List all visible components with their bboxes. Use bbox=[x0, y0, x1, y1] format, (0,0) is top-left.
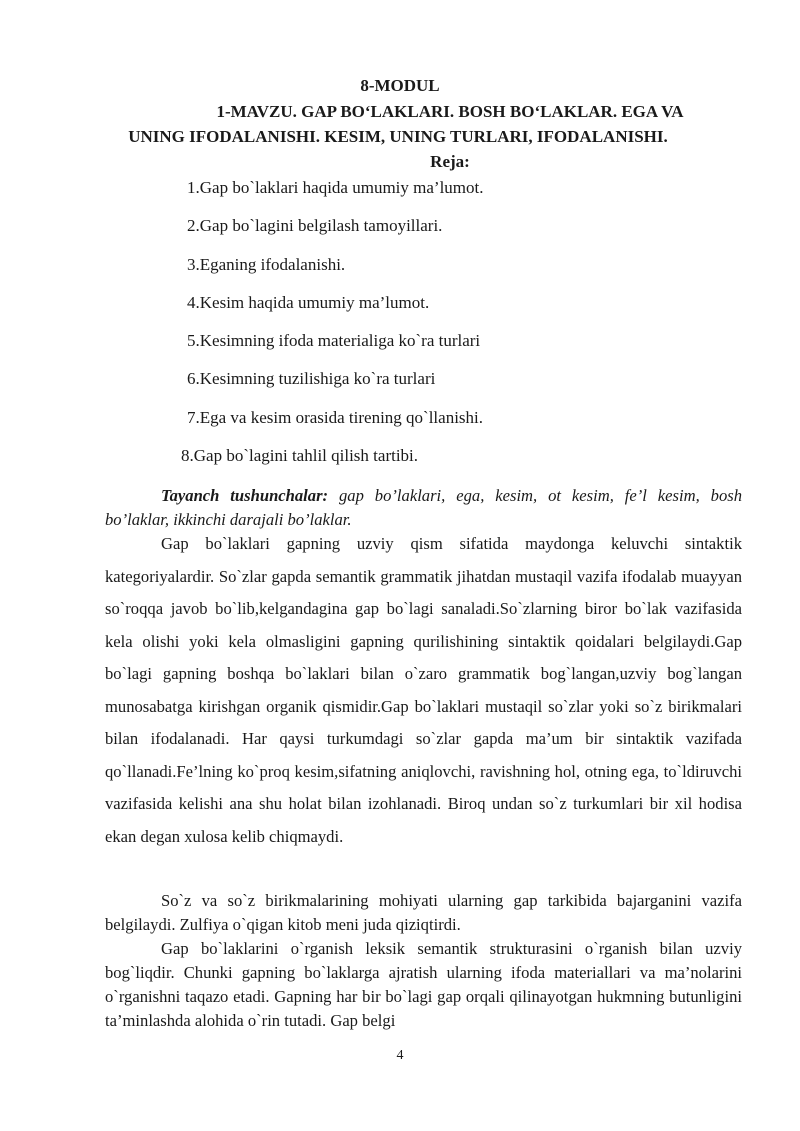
plan-item: 2.Gap bo`lagini belgilash tamoyillari. bbox=[187, 216, 443, 235]
plan-item: 7.Ega va kesim orasida tirening qo`llanishi. bbox=[187, 408, 484, 427]
plan-item: 4.Kesim haqida umumiy ma’lumot. bbox=[187, 293, 430, 312]
paragraph-text: Gap bo`laklari gapning uzviy qism sifatida maydonga keluvchi sintaktik kategoriyalardir. So`zlar gapda semantik grammatik jihatdan mustaqil vazifa ifodalab muayyan so`roqqa javob bo`lib,kelgandagina gap bo`lagi sanaladi.So`zlarning biror bo`lak vazifasida kela olishi yoki kela olmasligini gapning qurilishining sintaktik qoidalari belgilaydi.Gap bo`lagi gapning boshqa bo`laklari bilan o`zaro grammatik bog`langan,uzviy bog`langan munosabatga kirishgan organik qismidir.Gap bo`laklari mustaqil so`zlar yoki so`z birikmalari bilan ifodalanadi. Har qaysi turkumdagi so`zlar gapda ma’um bir sintaktik vazifada qo`llanadi.Fe’lning ko`proq kesim,sifatning aniqlovchi, ravishning hol, otning ega, to`ldiruvchi vazifasida kelishi ana shu holat bilan izohlanadi. Biroq undan so`z turkumlari bir xil hodisa ekan degan xulosa kelib chiqmaydi. bbox=[105, 534, 742, 846]
plan-item: 5.Kesimning ifoda materialiga ko`ra turlari bbox=[187, 331, 481, 350]
topic-title-line1: 1-MAVZU. GAP BO‘LAKLARI. BOSH BO‘LAKLAR. EGA VA bbox=[216, 102, 684, 121]
paragraph-text: So`z va so`z birikmalarining mohiyati ularning gap tarkibida bajarganini vazifa belgilaydi. Zulfiya o`qigan kitob meni juda qiziqtirdi. bbox=[105, 891, 742, 934]
plan-item: 6.Kesimning tuzilishiga ko`ra turlari bbox=[187, 369, 436, 388]
body-paragraph bbox=[105, 937, 742, 1033]
plan-item: 3.Eganing ifodalanishi. bbox=[187, 255, 346, 274]
keywords-paragraph bbox=[105, 484, 742, 532]
keywords-label: Tayanch tushunchalar: bbox=[161, 486, 329, 505]
page-number: 4 bbox=[396, 1048, 404, 1063]
module-title: 8-MODUL bbox=[360, 76, 440, 95]
plan-item: 1.Gap bo`laklari haqida umumiy ma’lumot. bbox=[187, 178, 484, 197]
keywords-text: gap bo’laklari, ega, kesim, ot kesim, fe’l kesim, bosh bo’laklar, ikkinchi darajali bo’laklar. bbox=[105, 486, 742, 529]
body-paragraph bbox=[105, 528, 742, 853]
topic-title-line2: UNING IFODALANISHI. KESIM, UNING TURLARI, IFODALANISHI. bbox=[128, 127, 668, 146]
plan-item: 8.Gap bo`lagini tahlil qilish tartibi. bbox=[181, 446, 419, 465]
plan-heading: Reja: bbox=[430, 152, 470, 171]
body-paragraph bbox=[105, 889, 742, 937]
paragraph-text: Gap bo`laklarini o`rganish leksik semantik strukturasini o`rganish bilan uzviy bog`liqdir. Chunki gapning bo`laklarga ajratish ularning ifoda materiallari va ma’nolarini o`rganishni taqazo etadi. Gapning har bir bo`lagi gap orqali qilinayotgan hukmning butunligini ta’minlashda alohida o`rin tutadi. Gap belgi bbox=[105, 939, 742, 1030]
